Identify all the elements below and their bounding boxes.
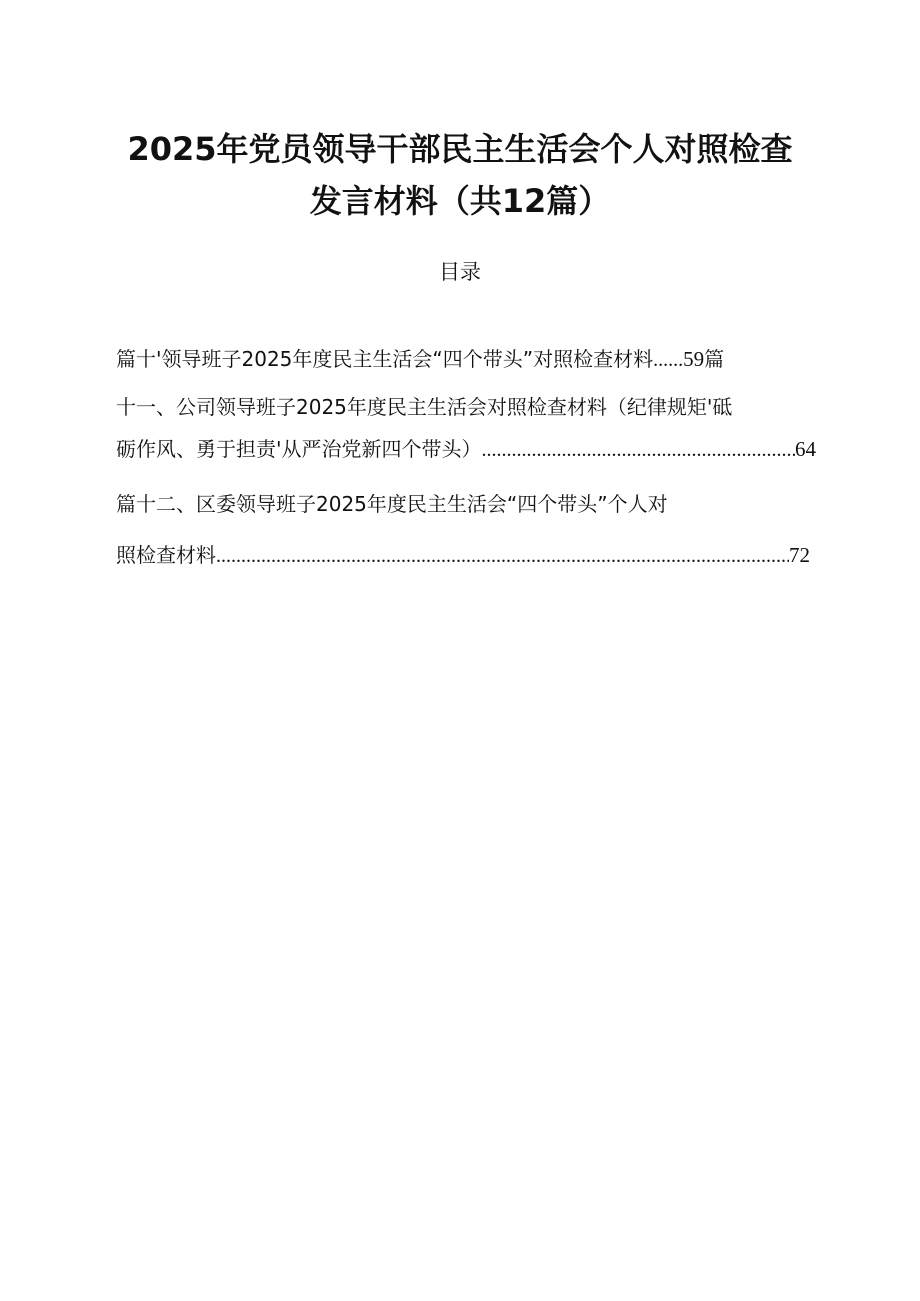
toc-entry-12-text: 篇十二、区委领导班子2025年度民主生活会“四个带头”个人对 <box>116 492 668 516</box>
toc-entry-11-leader <box>482 436 796 464</box>
toc-entry-12[interactable] <box>116 490 816 518</box>
toc-entry-11[interactable] <box>116 393 830 421</box>
toc-entry-11-text: 十一、公司领导班子2025年度民主生活会对照检查材料（纪律规矩'砥 <box>116 395 733 419</box>
document-title-line-1: 2025年党员领导干部民主生活会个人对照检查 <box>127 130 793 168</box>
toc-entry-12-continued[interactable] <box>116 541 810 570</box>
toc-entry-11-continued[interactable] <box>116 435 816 464</box>
toc-entry-11-text-continued: 砺作风、勇于担责'从严治党新四个带头） <box>116 437 482 461</box>
toc-entry-10-text: 篇十'领导班子2025年度民主生活会“四个带头”对照检查材料 <box>116 347 654 371</box>
toc-entry-12-page: 72 <box>789 543 810 567</box>
toc-entry-10-page: 59 <box>683 347 705 371</box>
toc-entry-10-leader: ...... <box>653 349 684 371</box>
toc-entry-11-page: 64 <box>795 437 816 461</box>
toc-entry-11-start: 篇 <box>704 347 725 371</box>
toc-heading: 目录 <box>439 260 481 284</box>
toc-entry-10[interactable] <box>116 345 830 374</box>
toc-entry-12-text-continued: 照检查材料 <box>116 543 216 567</box>
document-title-line-2: 发言材料（共12篇） <box>309 182 611 220</box>
toc-entry-12-leader <box>216 542 789 570</box>
